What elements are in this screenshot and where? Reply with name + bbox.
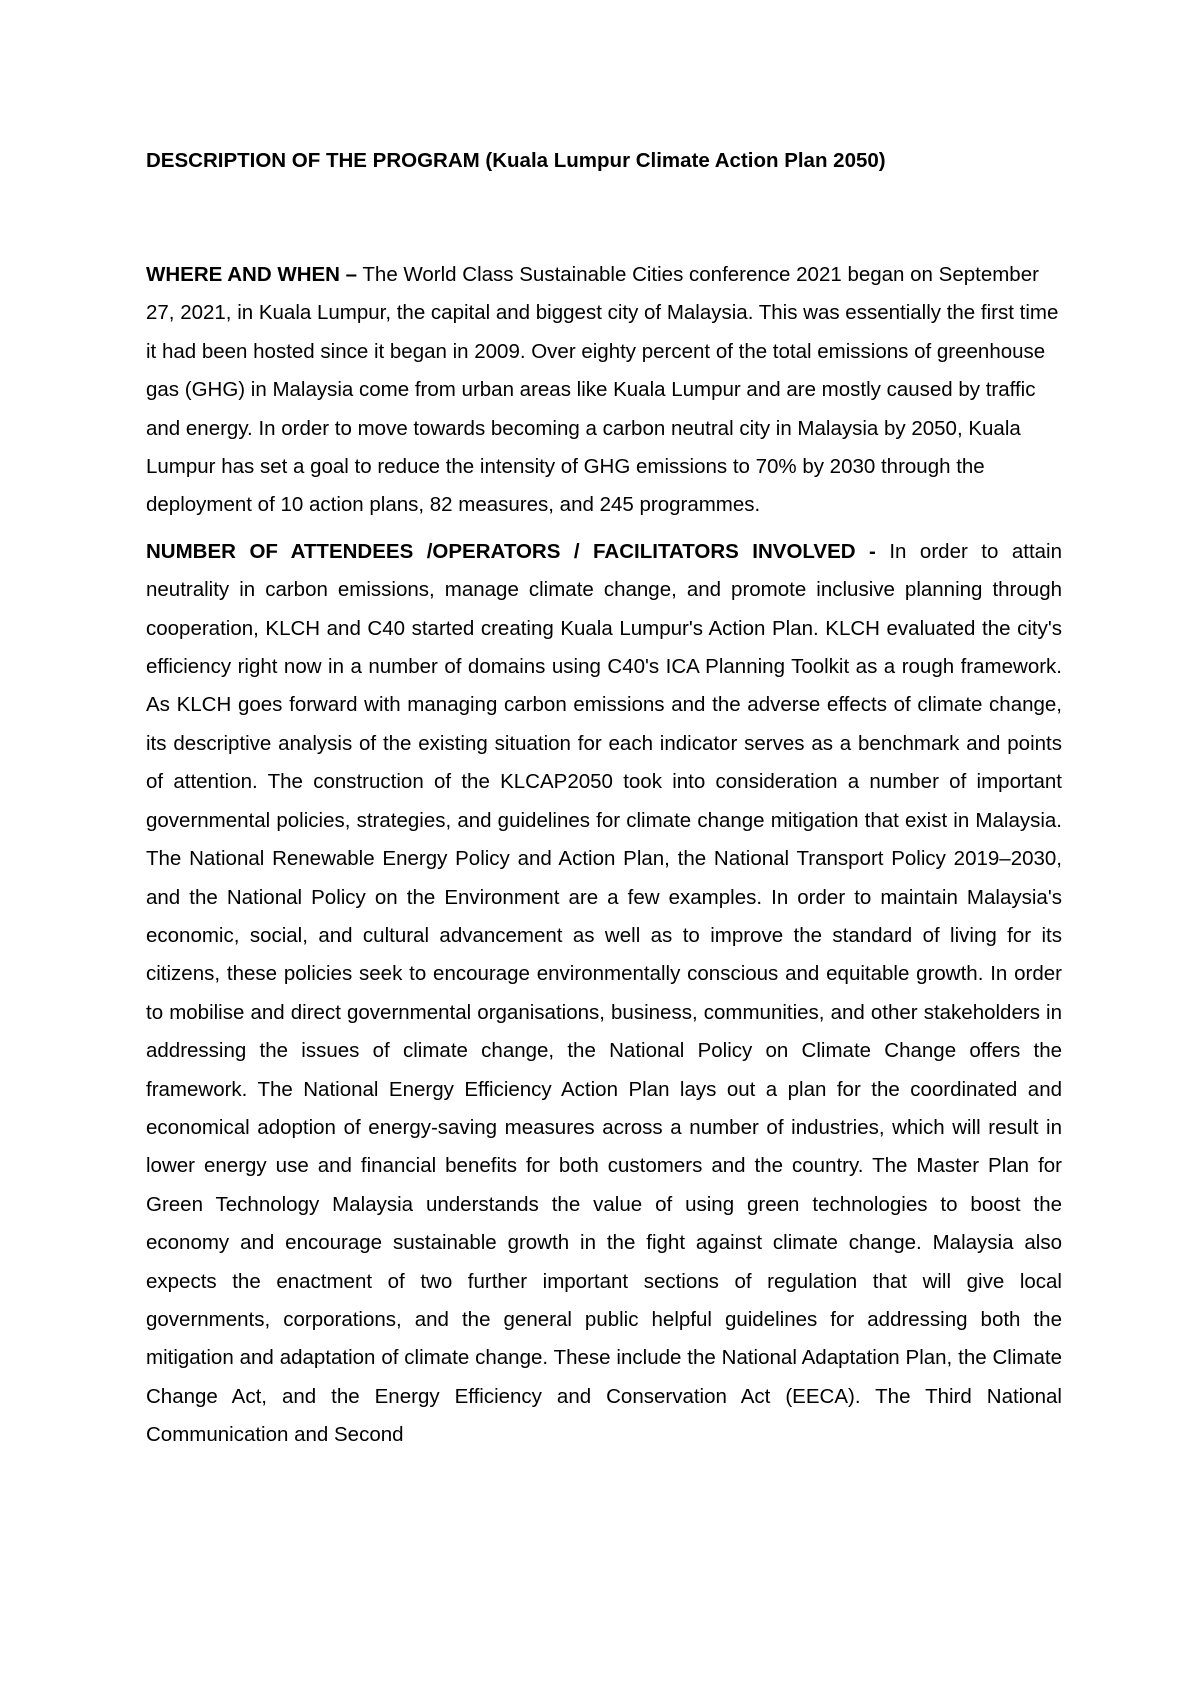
paragraph-body-where-and-when: The World Class Sustainable Cities conference 2021 began on September 27, 2021, in Kuala Lumpur, the capital and biggest city of Malaysia. This was essentially the first time it had been hosted since it began in 2009. Over eighty percent of the total emissions of greenhouse gas (GHG) in Malaysia come from urban areas like Kuala Lumpur and are mostly caused by traffic and energy. In order to move towards becoming a carbon neutral city in Malaysia by 2050, Kuala Lumpur has set a goal to reduce the intensity of GHG emissions to 70% by 2030 through the deployment of 10 action plans, 82 measures, and 245 programmes.: [146, 263, 1059, 517]
document-title: DESCRIPTION OF THE PROGRAM (Kuala Lumpur Climate Action Plan 2050): [146, 149, 886, 172]
paragraph-heading-attendees: NUMBER OF ATTENDEES /OPERATORS / FACILITATORS INVOLVED -: [146, 539, 876, 563]
paragraph-attendees: [146, 533, 1062, 1455]
paragraph-where-and-when: [146, 256, 1062, 525]
paragraph-heading-where-and-when: WHERE AND WHEN –: [146, 263, 358, 286]
paragraph-body-attendees: In order to attain neutrality in carbon emissions, manage climate change, and promote inclusive planning through cooperation, KLCH and C40 started creating Kuala Lumpur's Action Plan. KLCH evaluated the city's efficiency right now in a number of domains using C40's ICA Planning Toolkit as a rough framework. As KLCH goes forward with managing carbon emissions and the adverse effects of climate change, its descriptive analysis of the existing situation for each indicator serves as a benchmark and points of attention. The construction of the KLCAP2050 took into consideration a number of important governmental policies, strategies, and guidelines for climate change mitigation that exist in Malaysia. The National Renewable Energy Policy and Action Plan, the National Transport Policy 2019–2030, and the National Policy on the Environment are a few examples. In order to maintain Malaysia's economic, social, and cultural advancement as well as to improve the standard of living for its citizens, these policies seek to encourage environmentally conscious and equitable growth. In order to mobilise and direct governmental organisations, business, communities, and other stakeholders in addressing the issues of climate change, the National Policy on Climate Change offers the framework. The National Energy Efficiency Action Plan lays out a plan for the coordinated and economical adoption of energy-saving measures across a number of industries, which will result in lower energy use and financial benefits for both customers and the country. The Master Plan for Green Technology Malaysia understands the value of using green technologies to boost the economy and encourage sustainable growth in the fight against climate change. Malaysia also expects the enactment of two further important sections of regulation that will give local governments, corporations, and the general public helpful guidelines for addressing both the mitigation and adaptation of climate change. These include the National Adaptation Plan, the Climate Change Act, and the Energy Efficiency and Conservation Act (EECA). The Third National Communication and Second: [146, 539, 1062, 1447]
document-content: [146, 142, 1062, 1455]
